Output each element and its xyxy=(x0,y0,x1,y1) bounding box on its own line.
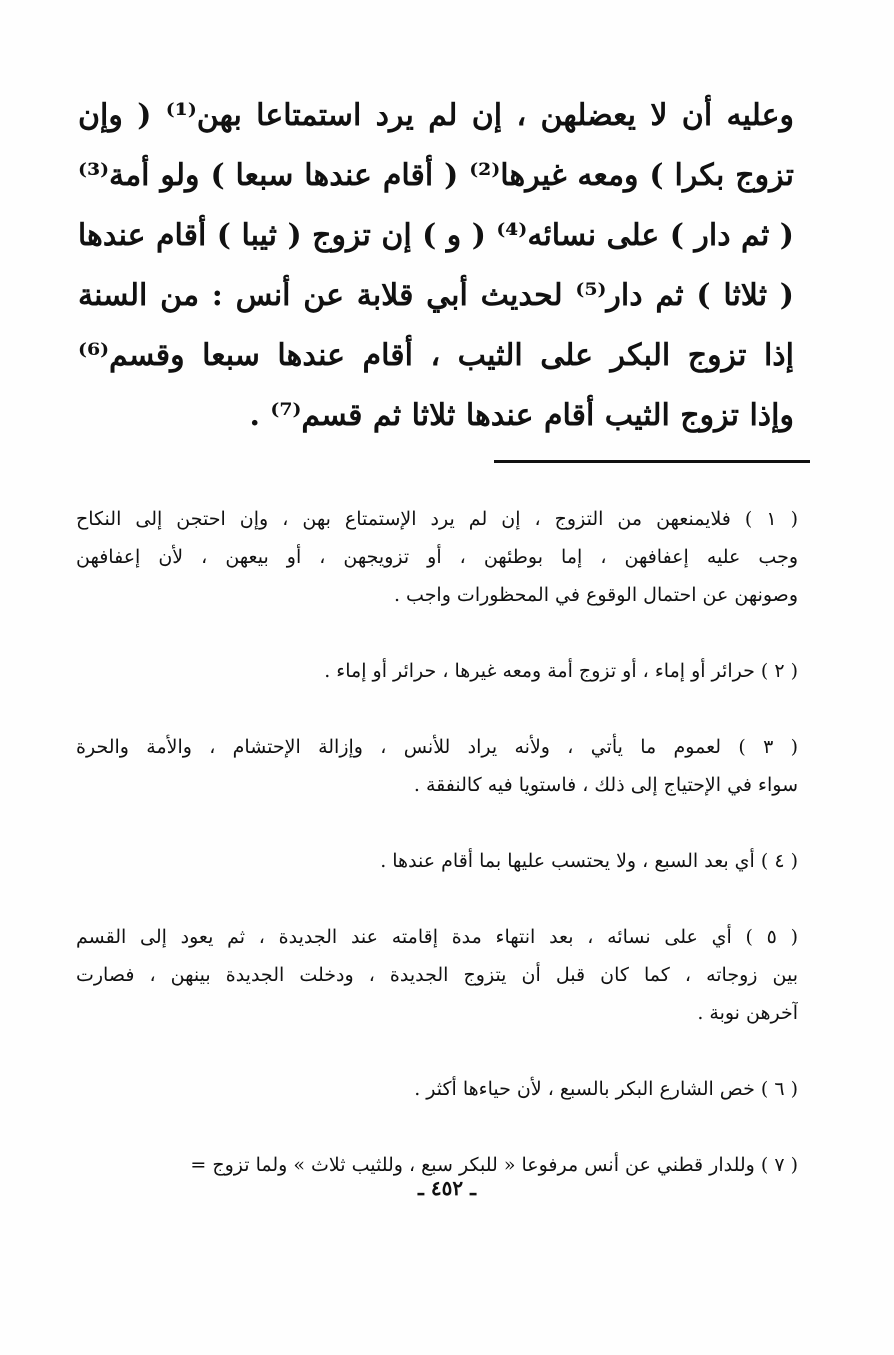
footnote-4 xyxy=(76,842,798,880)
footnote-line: وصونهن عن احتمال الوقوع في المحظورات واجب . xyxy=(393,584,798,606)
footnote-2 xyxy=(76,652,798,690)
footnote-line: بين زوجاته ، كما كان قبل أن يتزوج الجديدة ، ودخلت الجديدة بينهن ، فصارت xyxy=(76,964,798,986)
footnote-line: ( ٤ ) أي بعد السبع ، ولا يحتسب عليها بما أقام عندها . xyxy=(380,850,798,872)
footnote-6 xyxy=(76,1070,798,1108)
footnote-line: سواء في الإحتياج إلى ذلك ، فاستويا فيه كالنفقة . xyxy=(413,774,798,796)
main-text-block xyxy=(78,86,794,446)
footnote-spacer xyxy=(76,690,798,728)
page-number: ـ ٤٥٢ ـ xyxy=(418,1176,476,1200)
footnote-line: ( ١ ) فلايمنعهن من التزوج ، إن لم يرد الإستمتاع بهن ، وإن احتجن إلى النكاح xyxy=(76,508,798,530)
footnote-5 xyxy=(76,918,798,1032)
main-text-line: ( ثم دار ) على نسائه⁽⁴⁾ ( و ) إن تزوج ( ثيبا ) أقام عندها xyxy=(78,218,794,253)
footnote-spacer xyxy=(76,1032,798,1070)
footnotes-block xyxy=(76,500,798,1184)
footnote-line: ( ٦ ) خص الشارع البكر بالسبع ، لأن حياءها أكثر . xyxy=(414,1078,798,1100)
main-text-line: وعليه أن لا يعضلهن ، إن لم يرد استمتاعا بهن⁽¹⁾ ( وإن xyxy=(78,98,794,133)
footnote-spacer xyxy=(76,614,798,652)
footnote-line: ( ٣ ) لعموم ما يأتي ، ولأنه يراد للأنس ، وإزالة الإحتشام ، والأمة والحرة xyxy=(76,736,798,758)
footnote-line: ( ٧ ) وللدار قطني عن أنس مرفوعا « للبكر سبع ، وللثيب ثلاث » ولما تزوج = xyxy=(190,1154,798,1176)
footnote-line: ( ٢ ) حرائر أو إماء ، أو تزوج أمة ومعه غيرها ، حرائر أو إماء . xyxy=(324,660,798,682)
footnote-1 xyxy=(76,500,798,614)
footnote-separator-rule xyxy=(494,460,810,463)
main-text-line: ( ثلاثا ) ثم دار⁽⁵⁾ لحديث أبي قلابة عن أنس : من السنة xyxy=(78,278,794,313)
footnote-spacer xyxy=(76,1108,798,1146)
footnote-spacer xyxy=(76,804,798,842)
footnote-line: ( ٥ ) أي على نسائه ، بعد انتهاء مدة إقامته عند الجديدة ، ثم يعود إلى القسم xyxy=(76,926,798,948)
footnote-line: وجب عليه إعفافهن ، إما بوطئهن ، أو تزويجهن ، أو بيعهن ، لأن إعفافهن xyxy=(76,546,798,568)
main-text-line: تزوج بكرا ) ومعه غيرها⁽²⁾ ( أقام عندها سبعا ) ولو أمة⁽³⁾ xyxy=(78,158,794,193)
footnote-3 xyxy=(76,728,798,804)
main-text-line: وإذا تزوج الثيب أقام عندها ثلاثا ثم قسم⁽⁷⁾ . xyxy=(249,398,794,433)
main-text-line: إذا تزوج البكر على الثيب ، أقام عندها سبعا وقسم⁽⁶⁾ xyxy=(78,338,794,373)
footnote-spacer xyxy=(76,880,798,918)
footnote-line: آخرهن نوبة . xyxy=(697,1002,798,1024)
